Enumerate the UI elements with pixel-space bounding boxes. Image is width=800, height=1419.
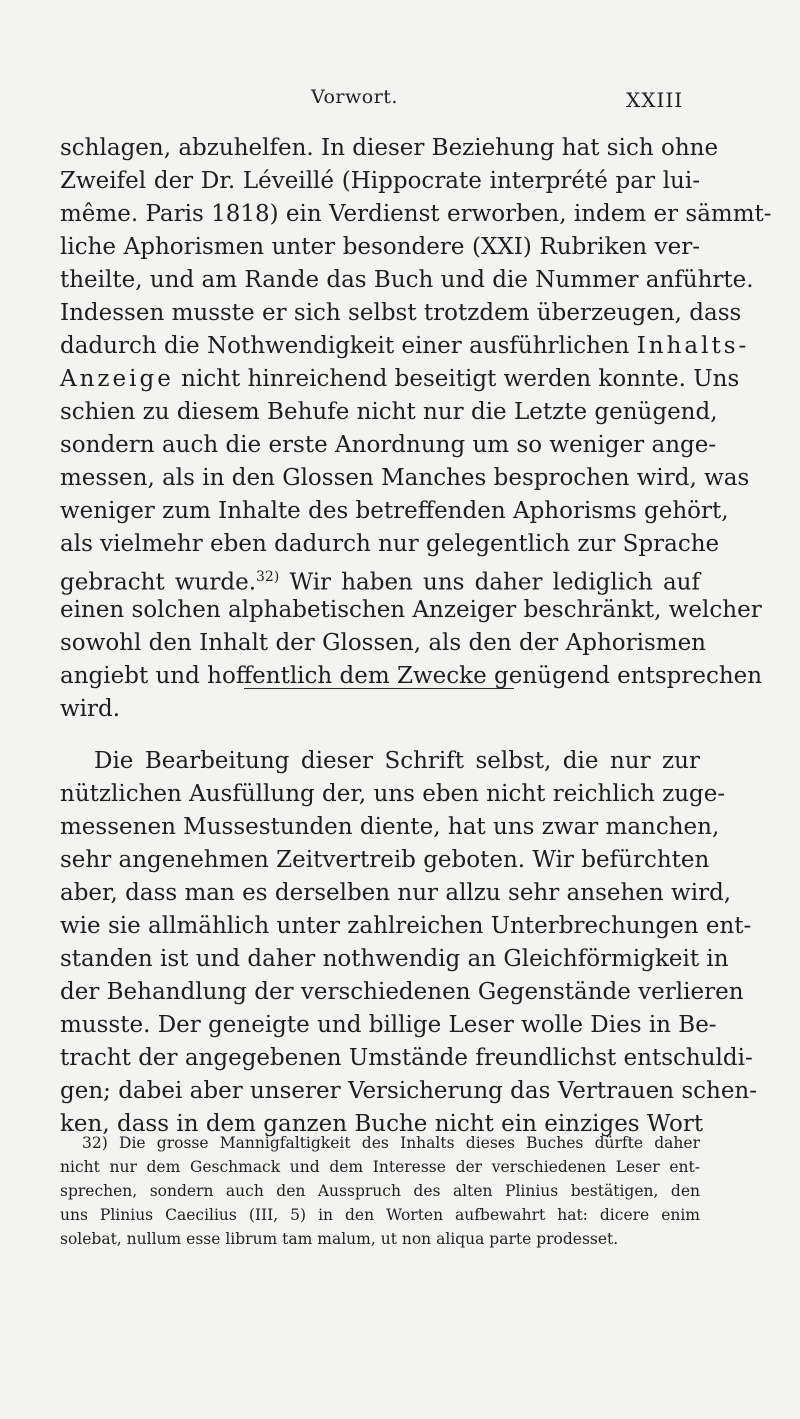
text-line: theilte, und am Rande das Buch und die Nummer anführte.	[60, 267, 754, 293]
text-line: angiebt und hoffentlich dem Zwecke genügend entsprechen	[60, 663, 763, 689]
text-line: wird.	[60, 696, 121, 722]
text-line: schlagen, abzuhelfen. In dieser Beziehung hat sich ohne	[60, 135, 719, 161]
text-segment: gebracht wurde.	[60, 569, 257, 596]
text-line: même. Paris 1818) ein Verdienst erworben, indem er sämmt-	[60, 201, 772, 227]
text-line: standen ist und daher nothwendig an Gleichförmigkeit in	[60, 946, 729, 972]
paragraph-2	[60, 745, 758, 1141]
footnote-line: nicht nur dem Geschmack und dem Interesse der verschiedenen Leser ent-	[60, 1158, 700, 1176]
text-line: wie sie allmählich unter zahlreichen Unterbrechungen ent-	[60, 913, 752, 939]
text-line: Indessen musste er sich selbst trotzdem überzeugen, dass	[60, 300, 742, 326]
text-line	[60, 330, 750, 363]
text-line: Zweifel der Dr. Léveillé (Hippocrate interprété par lui-	[60, 168, 700, 194]
text-line: sehr angenehmen Zeitvertreib geboten. Wir befürchten	[60, 847, 710, 873]
text-line: sondern auch die erste Anordnung um so weniger ange-	[60, 432, 717, 458]
text-line: schien zu diesem Behufe nicht nur die Letzte genügend,	[60, 399, 718, 425]
footnote-reference[interactable]: 32)	[256, 569, 280, 585]
text-line: sowohl den Inhalt der Glossen, als den der Aphorismen	[60, 630, 706, 656]
text-line: messen, als in den Glossen Manches besprochen wird, was	[60, 465, 750, 491]
text-line: messenen Mussestunden diente, hat uns zwar manchen,	[60, 814, 720, 840]
page-header	[0, 84, 800, 116]
section-divider	[244, 688, 514, 689]
text-line: liche Aphorismen unter besondere (XXI) Rubriken ver-	[60, 234, 700, 260]
footnote	[60, 1131, 700, 1251]
text-line: gen; dabei aber unserer Versicherung das Vertrauen schen-	[60, 1078, 758, 1104]
footnote-line: 32) Die grosse Mannigfaltigkeit des Inhalts dieses Buches dürfte daher	[82, 1134, 700, 1152]
text-segment: nicht hinreichend beseitigt werden konnte. Uns	[173, 366, 740, 392]
text-line: weniger zum Inhalte des betreffenden Aphorisms gehört,	[60, 498, 729, 524]
text-line: nützlichen Ausfüllung der, uns eben nicht reichlich zuge-	[60, 781, 726, 807]
footnote-line: solebat, nullum esse librum tam malum, ut non aliqua parte prodesset.	[60, 1230, 619, 1248]
text-line	[60, 363, 740, 396]
running-title: Vorwort.	[311, 86, 398, 108]
text-line: tracht der angegebenen Umstände freundlichst entschuldi-	[60, 1045, 753, 1071]
text-line: musste. Der geneigte und billige Leser wolle Dies in Be-	[60, 1012, 717, 1038]
text-line: als vielmehr eben dadurch nur gelegentlich zur Sprache	[60, 531, 720, 557]
text-line: einen solchen alphabetischen Anzeiger beschränkt, welcher	[60, 597, 762, 623]
text-line: aber, dass man es derselben nur allzu sehr ansehen wird,	[60, 880, 732, 906]
paragraph-1	[60, 132, 772, 726]
spaced-emphasis: Anzeige	[60, 366, 174, 392]
text-segment: Wir haben uns daher lediglich auf	[279, 569, 701, 596]
spaced-emphasis: Inhalts-	[636, 333, 750, 359]
text-line: der Behandlung der verschiedenen Gegenstände verlieren	[60, 979, 744, 1005]
text-segment: dadurch die Nothwendigkeit einer ausführlichen	[60, 333, 637, 359]
footnote-line: sprechen, sondern auch den Ausspruch des alten Plinius bestätigen, den	[60, 1182, 700, 1200]
page-number: XXIII	[626, 88, 684, 112]
text-line: Die Bearbeitung dieser Schrift selbst, die nur zur	[94, 748, 700, 774]
text-line: ken, dass in dem ganzen Buche nicht ein einziges Wort	[60, 1111, 704, 1137]
footnote-line: uns Plinius Caecilius (III, 5) in den Worten aufbewahrt hat: dicere enim	[60, 1206, 700, 1224]
text-line	[60, 561, 700, 594]
